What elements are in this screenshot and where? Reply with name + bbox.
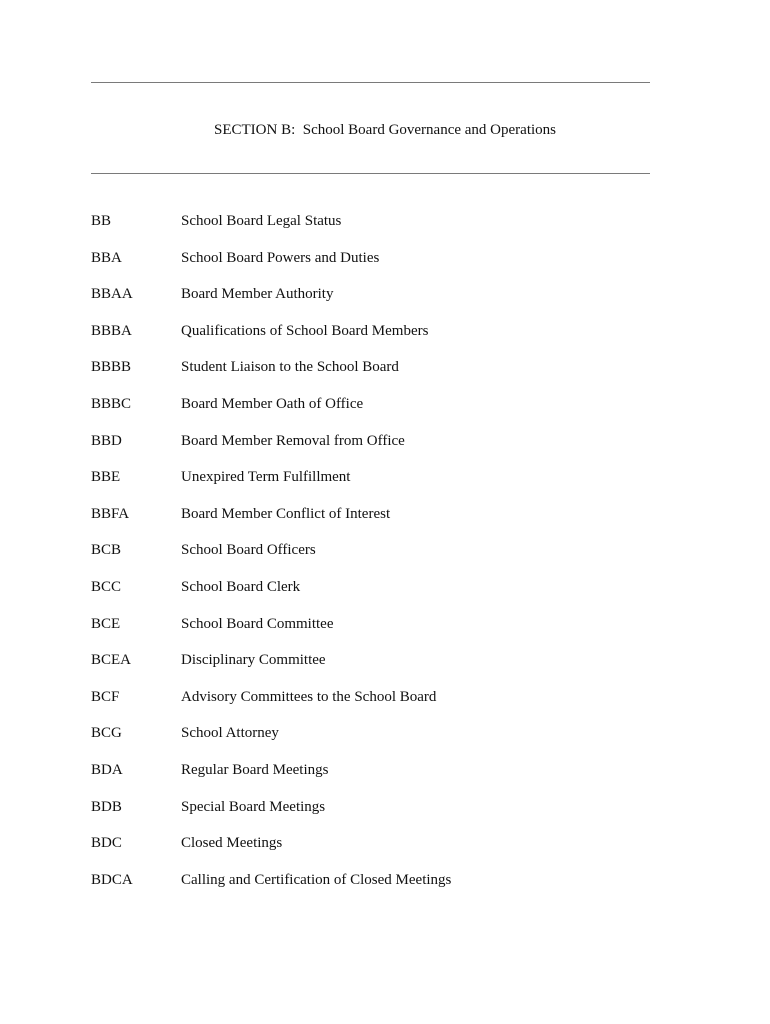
policy-row [0,248,770,285]
policy-row [0,467,770,504]
policy-row [0,650,770,687]
policy-row [0,284,770,321]
policy-row [0,540,770,577]
policy-title: Board Member Conflict of Interest [181,505,391,522]
policy-code: BCE [91,615,121,632]
policy-list [0,211,770,906]
policy-code: BBA [91,249,122,266]
policy-row [0,357,770,394]
policy-title: School Board Powers and Duties [181,249,380,266]
policy-row [0,797,770,834]
policy-title: Closed Meetings [181,835,283,852]
policy-code: BBE [91,469,121,486]
policy-title: Special Board Meetings [181,798,326,815]
policy-title: Disciplinary Committee [181,652,326,669]
policy-row [0,723,770,760]
policy-code: BBFA [91,505,130,522]
policy-code: BB [91,213,112,229]
policy-title: Qualifications of School Board Members [181,322,429,339]
policy-row [0,870,770,907]
policy-title: Calling and Certification of Closed Meetings [181,871,452,888]
policy-title: Board Member Oath of Office [181,395,364,412]
policy-code: BBBB [91,359,132,376]
policy-code: BDC [91,835,122,852]
policy-title: School Board Clerk [181,578,301,595]
policy-row [0,614,770,651]
policy-code: BCG [91,725,122,742]
policy-row [0,321,770,358]
policy-code: BDB [91,798,122,815]
policy-row [0,833,770,870]
policy-row [0,211,770,248]
top-rule [91,82,650,83]
policy-title: School Attorney [181,725,279,742]
policy-title: Unexpired Term Fulfillment [181,469,351,486]
policy-row [0,431,770,468]
policy-title: Regular Board Meetings [181,761,329,778]
policy-code: BCB [91,542,122,559]
policy-code: BBBC [91,395,132,412]
policy-code: BBBA [91,322,132,339]
policy-code: BBAA [91,286,133,303]
policy-title: Board Member Removal from Office [181,432,405,449]
policy-code: BDCA [91,871,133,888]
policy-code: BCC [91,578,122,595]
policy-code: BCEA [91,652,132,669]
policy-code: BCF [91,688,120,705]
policy-title: Board Member Authority [181,286,334,303]
policy-title: School Board Officers [181,542,316,559]
policy-title: Student Liaison to the School Board [181,359,399,376]
section-title: SECTION B: School Board Governance and Operations [213,122,556,138]
policy-row [0,577,770,614]
policy-row [0,687,770,724]
policy-row [0,760,770,797]
policy-row [0,394,770,431]
policy-row [0,504,770,541]
policy-title: Advisory Committees to the School Board [181,688,437,705]
policy-title: School Board Legal Status [181,213,342,229]
policy-title: School Board Committee [181,615,334,632]
policy-code: BBD [91,432,122,449]
bottom-rule [91,173,650,174]
policy-code: BDA [91,761,123,778]
